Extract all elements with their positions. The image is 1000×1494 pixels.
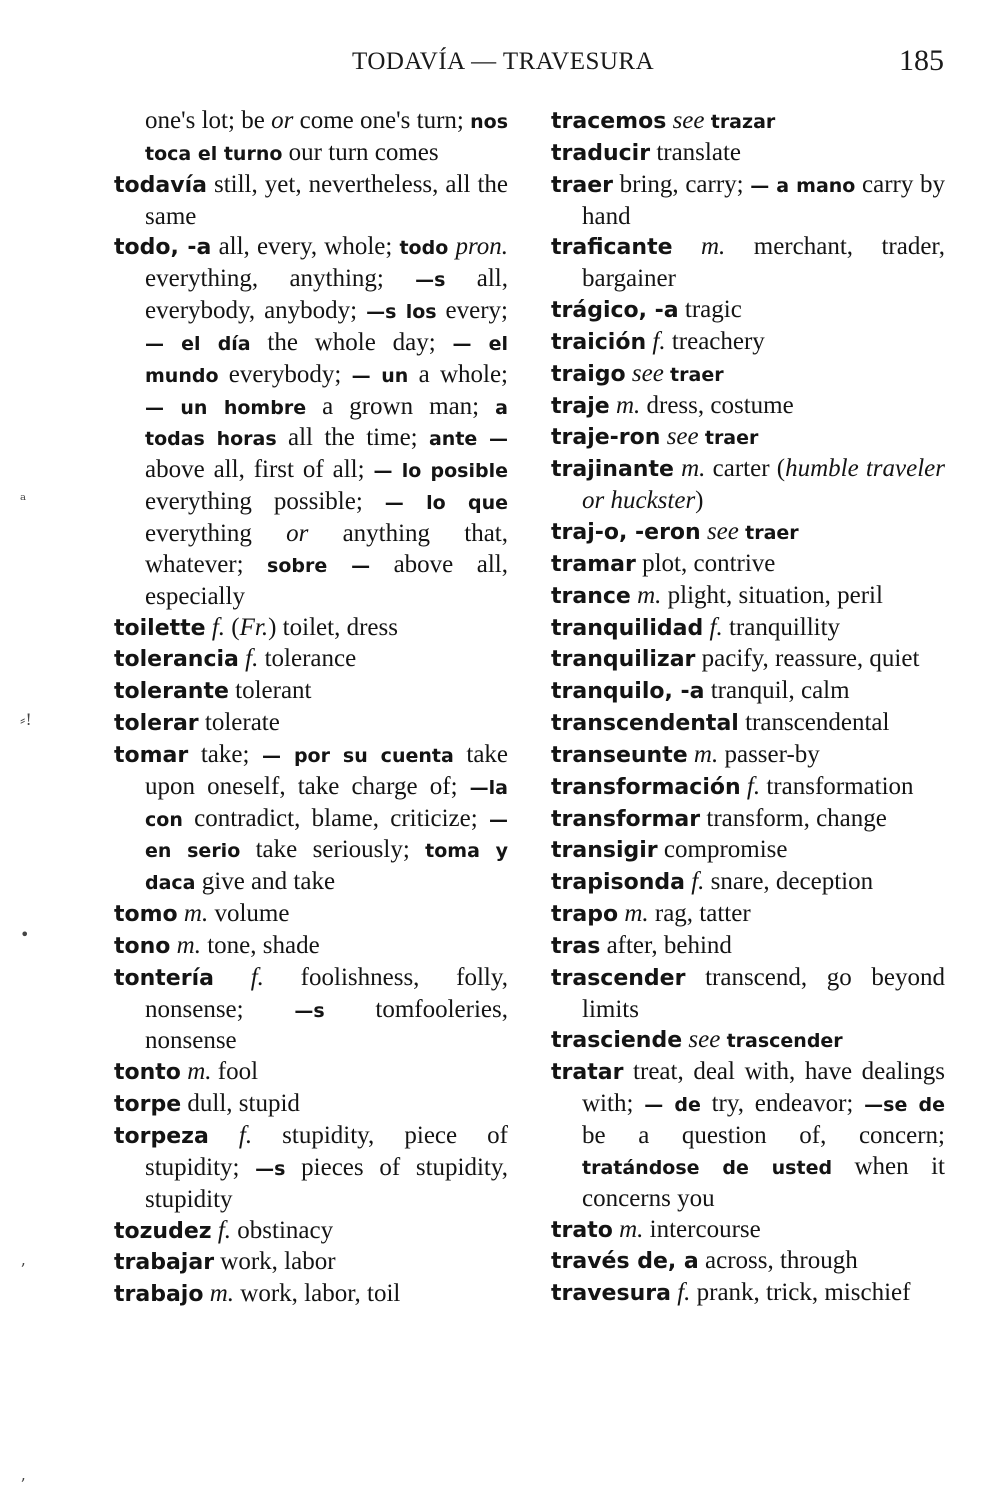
definition-text: transform, change (700, 804, 887, 832)
bold-phrase: — de (644, 1094, 701, 1117)
headword: trajinante (551, 457, 674, 483)
italic-label: m. (209, 1280, 235, 1308)
definition-text: translate (650, 138, 741, 166)
definition-text: carry by hand (582, 170, 946, 230)
dictionary-entry (114, 708, 508, 740)
left-column (114, 106, 508, 1311)
definition-text: tranquillity (722, 613, 841, 641)
italic-label: see (672, 107, 705, 134)
definition-text: snare, deception (704, 868, 874, 896)
margin-mark: ᵃ (20, 490, 27, 509)
dictionary-entry (551, 232, 945, 295)
bold-phrase: sobre — (267, 554, 371, 577)
headword: transcendental (551, 711, 739, 737)
definition-text: still, yet, nevertheless, all the same (145, 170, 508, 230)
dictionary-entry (114, 1279, 508, 1311)
bold-phrase: — el día (145, 332, 251, 355)
dictionary-entry (551, 1246, 945, 1278)
definition-text: tolerance (258, 645, 357, 673)
definition-text: work, labor (214, 1248, 336, 1276)
bold-phrase: trazar (710, 111, 776, 133)
headword: traducir (551, 140, 651, 166)
definition-text: a whole; (408, 360, 509, 388)
definition-text: transformation (760, 772, 914, 800)
definition-text: the whole day; (250, 328, 453, 356)
dictionary-entry (551, 517, 945, 549)
italic-label: pron. (455, 233, 508, 261)
dictionary-entry (551, 708, 945, 740)
margin-mark: ʼ (20, 1260, 26, 1279)
dictionary-entry (551, 644, 945, 676)
definition-text: one's lot; be (145, 107, 272, 134)
definition-text: a grown man; (306, 392, 496, 420)
definition-text: fool (211, 1058, 259, 1086)
dictionary-entry (551, 1025, 945, 1057)
bold-phrase: — lo posible (373, 460, 508, 483)
definition-text: everything, anything; (145, 265, 416, 293)
dictionary-entry (551, 676, 945, 708)
headword: torpeza (114, 1124, 209, 1149)
definition-text (209, 1122, 239, 1149)
page-header (0, 44, 1000, 80)
italic-label: m. (624, 900, 649, 928)
bold-phrase: a todas horas (145, 396, 508, 451)
definition-text: bring, carry; (612, 170, 751, 198)
definition-text: our turn comes (282, 138, 439, 166)
italic-label: Fr. (239, 613, 269, 641)
definition-text: every; (436, 297, 508, 325)
definition-text: tone, shade (200, 931, 320, 959)
dictionary-entry (551, 867, 945, 899)
definition-text: intercourse (643, 1215, 761, 1243)
bold-phrase: — un hombre (145, 396, 307, 419)
bold-phrase: —s (255, 1157, 286, 1180)
headword: tono (114, 933, 171, 959)
italic-label: or (286, 519, 309, 547)
headword: transformación (551, 774, 741, 800)
definition-text: volume (208, 900, 290, 928)
dictionary-entry (114, 899, 508, 931)
definition-text: treat, deal with, have dealings with; (582, 1058, 945, 1118)
italic-label: m. (700, 233, 726, 261)
definition-text: everything possible; (145, 488, 385, 516)
headword: toilette (114, 615, 206, 641)
definition-text: transcendental (738, 709, 890, 737)
headword: tranquilidad (551, 615, 704, 641)
definition-text: take upon oneself, take charge of; (145, 740, 509, 800)
definition-text: plot, contrive (635, 549, 776, 577)
dictionary-entry (114, 1057, 508, 1089)
headword: traición (551, 329, 647, 355)
headword: tolerancia (114, 647, 239, 673)
headword: tomo (114, 902, 178, 928)
italic-label: f. (238, 1122, 253, 1149)
definition-text: pieces of stupidity, stupidity (145, 1153, 508, 1213)
bold-phrase: tratándose de usted (582, 1156, 833, 1179)
dictionary-entry (114, 676, 508, 708)
bold-phrase: traer (704, 427, 759, 450)
dictionary-entry (114, 644, 508, 676)
dictionary-entry (551, 327, 945, 359)
dictionary-entry (114, 1121, 508, 1216)
definition-text: try, endeavor; (700, 1090, 865, 1118)
definition-text: tolerant (228, 677, 312, 705)
dictionary-entry (551, 772, 945, 804)
definition-text: dull, stupid (181, 1090, 300, 1118)
headword: traficante (551, 235, 673, 261)
headword: transeunte (551, 742, 688, 768)
headword: tracemos (551, 109, 667, 134)
bold-phrase: traer (670, 363, 724, 386)
definition-text: come one's turn; (293, 107, 471, 134)
headword: transformar (551, 806, 701, 832)
headword: tranquilizar (551, 647, 696, 673)
dictionary-entry (551, 835, 945, 867)
dictionary-entry (114, 740, 508, 899)
dictionary-entry (551, 422, 945, 454)
bold-phrase: — por su cuenta (262, 744, 454, 767)
italic-label: see (666, 423, 699, 451)
headword: trapo (551, 902, 619, 928)
definition-text: pacify, reassure, quiet (695, 645, 920, 673)
definition-text: tragic (678, 296, 742, 324)
bold-phrase: toma y daca (145, 840, 508, 895)
bold-phrase: — un (351, 364, 409, 387)
italic-label: f. (746, 772, 761, 800)
dictionary-entry (551, 549, 945, 581)
dictionary-entry (114, 170, 508, 233)
bold-phrase: — a mano (750, 174, 856, 197)
bold-phrase: trascender (726, 1030, 843, 1053)
definition-text: above all, first of all; (145, 456, 374, 484)
headword: traje-ron (551, 425, 661, 451)
dictionary-entry (114, 963, 508, 1058)
italic-label: f. (250, 963, 264, 991)
definition-text: ) toilet, dress (268, 613, 398, 641)
definition-text: everything (145, 519, 287, 547)
headword: trance (551, 583, 631, 609)
definition-text: treachery (665, 327, 765, 355)
headword: travesura (551, 1281, 671, 1307)
dictionary-entry (551, 138, 945, 170)
dictionary-entry (114, 613, 508, 645)
headword: tolerante (114, 679, 229, 705)
headword: trato (551, 1217, 613, 1243)
definition-text: after, behind (600, 931, 732, 959)
dictionary-entry (551, 1215, 945, 1247)
headword: transigir (551, 838, 658, 864)
definition-text: rag, tatter (648, 900, 751, 928)
bold-phrase: traer (745, 521, 799, 544)
italic-label: m. (183, 900, 209, 928)
headword: traje (551, 393, 610, 419)
definition-text: tomfooleries, nonsense (145, 995, 508, 1055)
definition-text: dress, costume (640, 391, 794, 419)
bold-phrase: todo (399, 237, 449, 260)
headword: tomar (114, 742, 189, 768)
definition-text: ( (225, 613, 240, 641)
bold-phrase: nos toca el turno (145, 111, 509, 165)
italic-label: m. (637, 581, 662, 609)
headword: trabajo (114, 1282, 204, 1308)
headword: tramar (551, 551, 636, 577)
headword: tontería (114, 965, 214, 991)
definition-text: foolishness, folly, nonsense; (145, 963, 509, 1023)
definition-text: contradict, blame, criticize; (182, 804, 489, 832)
margin-mark: • (20, 925, 30, 944)
headword: tonto (114, 1060, 181, 1086)
definition-text: give and take (195, 868, 336, 896)
dictionary-entry (114, 1247, 508, 1279)
bold-phrase: —s los (366, 301, 437, 324)
definition-text: tolerate (198, 709, 280, 737)
dictionary-entry (551, 963, 945, 1026)
definition-text: compromise (657, 836, 788, 864)
italic-label: or (271, 107, 294, 134)
entry-continuation (114, 106, 508, 170)
definition-text (673, 233, 701, 260)
bold-phrase: —s (415, 269, 446, 292)
italic-label: see (631, 359, 664, 387)
running-head: TODAVÍA — TRAVESURA (352, 48, 655, 75)
italic-label: f. (245, 645, 259, 673)
italic-label: m. (693, 740, 719, 768)
bold-phrase: — el mundo (145, 332, 508, 387)
definition-text: prank, trick, mischief (690, 1279, 911, 1307)
dictionary-entry (551, 1057, 945, 1214)
definition-text: all, every, whole; (211, 233, 400, 261)
headword: traigo (551, 361, 626, 387)
italic-label: f. (652, 327, 666, 355)
dictionary-entry (114, 931, 508, 963)
italic-label: f. (211, 613, 226, 641)
bold-phrase: —la con (145, 776, 508, 831)
italic-label: f. (217, 1216, 232, 1244)
bold-phrase: — lo que (384, 492, 508, 515)
right-column (551, 106, 945, 1310)
definition-text: tranquil, calm (704, 677, 850, 705)
headword: todo, -a (114, 235, 212, 261)
headword: trapisonda (551, 870, 685, 896)
headword: trascender (551, 965, 686, 991)
definition-text: be a question of, concern; (582, 1122, 945, 1149)
headword: trágico, -a (551, 298, 679, 324)
headword: través de, a (551, 1249, 699, 1275)
definition-text: passer-by (718, 740, 820, 768)
definition-text: above all, especially (145, 550, 508, 610)
dictionary-entry (551, 613, 945, 645)
italic-label: see (688, 1026, 721, 1054)
definition-text: stupidity, piece of stupidity; (145, 1122, 509, 1181)
definition-text: transcend, go beyond limits (582, 963, 945, 1023)
definition-text: work, labor, toil (234, 1280, 401, 1308)
headword: tozudez (114, 1218, 212, 1244)
definition-text: obstinacy (231, 1216, 334, 1244)
definition-text: everybody; (218, 360, 352, 388)
dictionary-entry (551, 931, 945, 963)
italic-label: m. (681, 455, 706, 483)
headword: trabajar (114, 1250, 215, 1276)
dictionary-entry (551, 170, 945, 233)
italic-label: humble traveler or huckster (582, 455, 946, 515)
italic-label: m. (176, 931, 201, 959)
definition-text: when it concerns you (582, 1152, 945, 1212)
dictionary-entry (551, 581, 945, 613)
italic-label: f. (709, 613, 723, 641)
headword: tras (551, 933, 601, 959)
dictionary-entry (551, 454, 945, 517)
definition-text (214, 964, 251, 991)
dictionary-entry (551, 804, 945, 836)
headword: traer (551, 172, 613, 198)
italic-label: m. (615, 391, 641, 419)
headword: tranquilo, -a (551, 679, 705, 705)
headword: tratar (551, 1060, 624, 1086)
definition-text: take seriously; (240, 836, 426, 864)
definition-text: anything that, whatever; (145, 519, 508, 578)
definition-text: plight, situation, peril (661, 581, 883, 609)
headword: trasciende (551, 1028, 683, 1054)
headword: torpe (114, 1092, 182, 1118)
dictionary-entry (114, 1089, 508, 1121)
definition-text: merchant, trader, bargainer (582, 233, 946, 293)
headword: tolerar (114, 711, 199, 737)
italic-label: f. (691, 868, 705, 896)
italic-label: m. (619, 1215, 644, 1243)
headword: todavía (114, 172, 207, 198)
dictionary-entry (551, 106, 945, 138)
margin-mark: ʼ (20, 1475, 26, 1494)
headword: traj-o, -eron (551, 519, 701, 545)
dictionary-entry (114, 1216, 508, 1248)
dictionary-entry (114, 232, 508, 612)
italic-label: m. (187, 1058, 212, 1086)
dictionary-entry (551, 740, 945, 772)
italic-label: f. (677, 1279, 691, 1307)
dictionary-entry (551, 1278, 945, 1310)
definition-text: ) (695, 487, 704, 515)
definition-text: across, through (698, 1247, 858, 1275)
dictionary-entry (551, 359, 945, 391)
bold-phrase: —s (294, 999, 325, 1022)
bold-phrase: —se de (864, 1094, 945, 1117)
page-number: 185 (899, 44, 944, 77)
dictionary-entry (551, 899, 945, 931)
italic-label: see (706, 517, 739, 545)
margin-mark: ⸗! (20, 710, 32, 729)
dictionary-entry (551, 391, 945, 423)
dictionary-entry (551, 295, 945, 327)
definition-text: take; (188, 740, 262, 768)
definition-text: carter ( (705, 455, 786, 483)
bold-phrase: — en serio (145, 808, 508, 863)
definition-text: all the time; (276, 424, 429, 452)
bold-phrase: ante — (428, 428, 508, 451)
definition-text: all, everybody, anybody; (145, 265, 508, 325)
